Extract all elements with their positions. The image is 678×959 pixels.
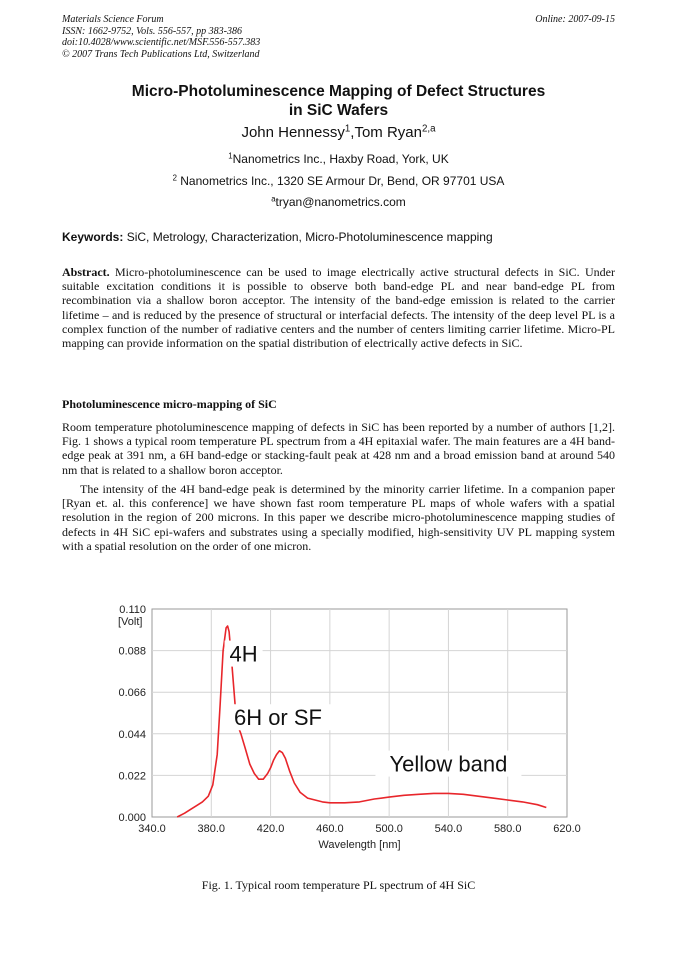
journal-name: Materials Science Forum: [62, 14, 164, 25]
doi-line: doi:10.4028/www.scientific.net/MSF.556-557.383: [62, 37, 261, 48]
author-1-affil: 1: [344, 123, 351, 135]
pl-spectrum-chart: [100, 598, 590, 858]
y-axis-label: [Volt]: [118, 616, 143, 628]
x-tick-label: 420.0: [256, 823, 285, 835]
email-text: tryan@nanometrics.com: [275, 195, 406, 209]
affiliation-1-text: Nanometrics Inc., Haxby Road, York, UK: [232, 152, 449, 166]
y-tick-label: 0.066: [118, 687, 146, 700]
keywords-text: SiC, Metrology, Characterization, Micro-Photoluminescence mapping: [126, 230, 493, 244]
author-separator: ,: [350, 124, 355, 141]
figure-caption: Fig. 1. Typical room temperature PL spectrum of 4H SiC: [201, 878, 476, 892]
annotation-label: Yellow band: [389, 751, 508, 777]
journal-header: [62, 14, 615, 60]
plot-frame: [152, 609, 567, 817]
y-tick-label: 0.022: [118, 770, 146, 783]
affiliation-2-text: Nanometrics Inc., 1320 SE Armour Dr, Bend, OR 97701 USA: [180, 174, 505, 188]
issn-line: ISSN: 1662-9752, Vols. 556-557, pp 383-386: [62, 25, 242, 37]
author-1: John Hennessy: [241, 124, 345, 141]
online-date: Online: 2007-09-15: [535, 14, 615, 25]
y-tick-label: 0.000: [118, 812, 146, 824]
author-2-affil: 2,a: [421, 123, 436, 135]
author-2: Tom Ryan: [354, 124, 422, 141]
section-heading: Photoluminescence micro-mapping of SiC: [62, 397, 277, 411]
abstract: [62, 265, 615, 350]
x-tick-label: 340.0: [138, 823, 166, 835]
y-tick-label: 0.110: [119, 604, 146, 616]
affiliation-1: [62, 152, 615, 166]
title-line-1: Micro-Photoluminescence Mapping of Defect Structures: [131, 83, 546, 100]
y-tick-label: 0.044: [118, 728, 146, 741]
keywords-label: Keywords:: [62, 230, 124, 244]
abstract-text: Micro-photoluminescence can be used to image electrically active structural defects in SiC. Under suitable excitation conditions it is possible to observe both band-edge PL and near band-edge PL from recombination via a shallow boron acceptor. The intensity of the band-edge emission is related to the carrier lifetime – and is reduced by the presence of structural or interfacial defects. The intensity of the deep level PL is a complex function of the number of radiative centers and the number of centers limiting carrier lifetime. Micro-PL mapping can provide information on the spatial distribution of electrically active defects in SiC.: [62, 265, 615, 351]
x-tick-label: 380.0: [197, 823, 226, 835]
x-tick-label: 580.0: [493, 823, 522, 835]
keywords: [62, 230, 615, 244]
annotation-label: 4H: [229, 641, 258, 667]
abstract-label: Abstract.: [62, 265, 110, 279]
x-tick-label: 460.0: [316, 823, 344, 835]
y-tick-label: 0.088: [118, 645, 146, 658]
contact-email: [62, 195, 615, 209]
x-axis-label: Wavelength [nm]: [318, 839, 401, 851]
email-mark: a: [271, 194, 276, 204]
paper-title: [62, 82, 615, 120]
affiliation-2-mark: 2: [172, 173, 177, 183]
copyright-line: © 2007 Trans Tech Publications Ltd, Switzerland: [62, 48, 260, 60]
author-list: [62, 124, 615, 141]
affiliation-1-mark: 1: [228, 151, 233, 161]
x-tick-label: 540.0: [434, 823, 463, 835]
chart-svg: [100, 598, 590, 858]
affiliation-2: [62, 174, 615, 188]
title-line-2: in SiC Wafers: [288, 102, 389, 119]
x-tick-label: 620.0: [553, 823, 581, 835]
body-paragraph-2: The intensity of the 4H band-edge peak is determined by the minority carrier lifetime. In a companion paper [Ryan et. al. this conference] we have shown fast room temperature PL maps of whole wafers with a spatial resolution in the region of 200 microns. In this paper we describe micro-photoluminescence mapping studies of defects in 4H SiC epi-wafers and substrates using a specially modified, high-sensitivity UV PL mapping system with a spatial resolution on the order of one micron.: [62, 482, 615, 553]
annotation-label: 6H or SF: [233, 705, 322, 731]
body-paragraph-1: Room temperature photoluminescence mapping of defects in SiC has been reported by a number of authors [1,2]. Fig. 1 shows a typical room temperature PL spectrum from a 4H epitaxial wafer. The main features are a 4H band-edge peak at 391 nm, a 6H band-edge or stacking-fault peak at 428 nm and a broad emission band at around 540 nm that is related to a shallow boron acceptor.: [62, 420, 615, 477]
x-tick-label: 500.0: [375, 823, 403, 835]
